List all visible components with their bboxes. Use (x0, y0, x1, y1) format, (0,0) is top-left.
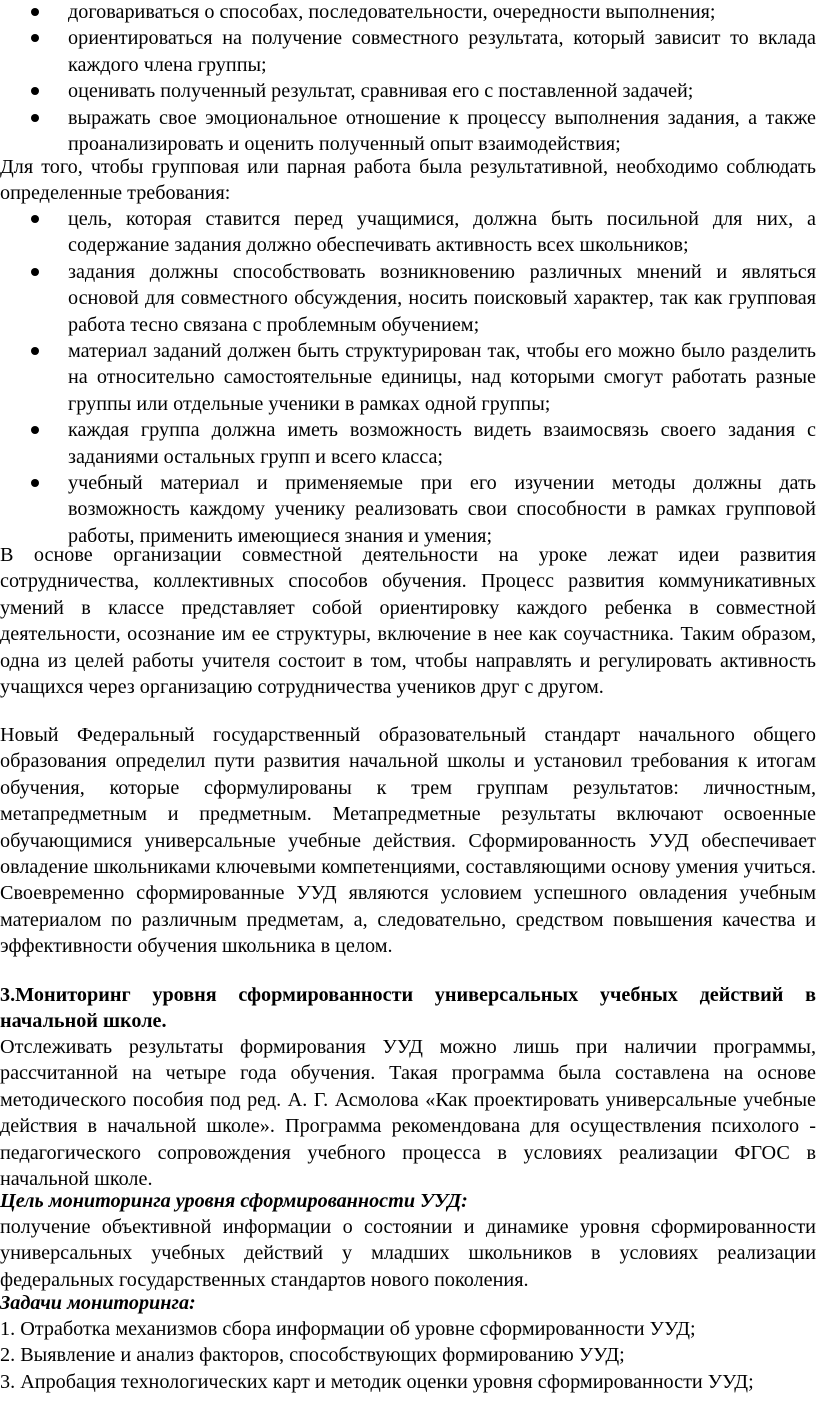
list-item-text: каждая группа должна иметь возможность видеть взаимосвязь своего задания с заданиями остальных групп и всего класса; (68, 419, 816, 468)
bullet-icon (31, 268, 39, 276)
list-item (0, 338, 816, 417)
monitoring-section (0, 1034, 816, 1192)
bullet-icon (31, 8, 39, 16)
paragraph: получение объективной информации о состоянии и динамике уровня сформированности универсальных учебных действий у младших школьников в условиях реализации федеральных государственных стандартов нового поколения. (0, 1216, 816, 1291)
goal-heading: Цель мониторинга уровня сформированности УУД: (0, 1190, 468, 1212)
bullet-icon (31, 215, 39, 223)
paragraph: В основе организации совместной деятельности на уроке лежат идеи развития сотрудничества, коллективных способов обучения. Процесс развития коммуникативных умений в классе представляет собой ориентировку каждого ребенка в совместной деятельности, осознание им ее структуры, включение в нее как соучастника. Таким образом, одна из целей работы учителя состоит в том, чтобы направлять и регулировать активность учащихся через организацию сотрудничества учеников друг с другом. (0, 544, 816, 699)
list-item: 3. Апробация технологических карт и методик оценки уровня сформированности УУД; (0, 1370, 754, 1393)
list-item (0, 259, 816, 338)
list-item-text: ориентироваться на получение совместного результата, который зависит то вклада каждого члена группы; (68, 27, 816, 76)
bullet-list-interaction-skills (0, 0, 816, 157)
bullet-icon (31, 114, 39, 122)
list-item-text: выражать свое эмоциональное отношение к процессу выполнения задания, а также проанализировать и оценить полученный опыт взаимодействия; (68, 106, 816, 156)
paragraph: Отслеживать результаты формирования УУД можно лишь при наличии программы, рассчитанной на четыре года обучения. Такая программа была составлена на основе методического пособия под ред. А. Г. Асмолова «Как проектировать универсальные учебные действия в начальной школе». Программа рекомендована для осуществления психолого - педагогического сопровождения учебного процесса в условиях реализации ФГОС в начальной школе. (0, 1036, 816, 1191)
bullet-list-requirements (0, 206, 816, 549)
requirements-intro (0, 154, 816, 207)
standard-section (0, 722, 816, 960)
bullet-icon (31, 34, 39, 42)
goal-section (0, 1214, 816, 1293)
section-heading: 3.Мониторинг уровня сформированности универсальных учебных действий в начальной школе. (0, 984, 816, 1033)
list-item: 2. Выявление и анализ факторов, способствующих формированию УУД; (0, 1344, 625, 1367)
bullet-icon (31, 347, 39, 355)
tasks-heading: Задачи мониторинга: (0, 1292, 196, 1314)
goal-heading-block (0, 1188, 816, 1214)
list-item (0, 78, 816, 104)
list-item (0, 470, 816, 549)
bullet-icon (31, 87, 39, 95)
list-item-text: оценивать полученный результат, сравнивая его с поставленной задачей; (68, 80, 694, 103)
list-item-text: материал заданий должен быть структурирован так, чтобы его можно было разделить на относительно самостоятельные единицы, над которыми смогут работать разные группы или отдельные ученики в рамках одной группы; (68, 340, 816, 415)
tasks-list (0, 1316, 816, 1395)
list-item (0, 25, 816, 78)
list-item (0, 0, 816, 25)
list-item (0, 105, 816, 158)
tasks-heading-block (0, 1290, 816, 1316)
paragraph: Для того, чтобы групповая или парная работа была результативной, необходимо соблюдать определенные требования: (0, 156, 816, 205)
bullet-icon (31, 479, 39, 487)
paragraph: Новый Федеральный государственный образовательный стандарт начального общего образования определил пути развития начальной школы и установил требования к итогам обучения, которые сформулированы к трем группам результатов: личностным, метапредметным и предметным. Метапредметные результаты включают освоенные обучающимися универсальные учебные действия. Сформированность УУД обеспечивает овладение школьниками ключевыми компетенциями, составляющими основу умения учиться. Своевременно сформированные УУД являются условием успешного овладения учебным материалом по различным предметам, а, следовательно, средством повышения качества и эффективности обучения школьника в целом. (0, 724, 816, 958)
list-item (0, 206, 816, 259)
list-item-text: договариваться о способах, последовательности, очередности выполнения; (68, 1, 716, 23)
list-item-text: задания должны способствовать возникновению различных мнений и являться основой для совместного обсуждения, носить поисковый характер, так как групповая работа тесно связана с проблемным обучением; (68, 260, 816, 336)
list-item-text: учебный материал и применяемые при его изучении методы должны дать возможность каждому ученику реализовать свои способности в рамках групповой работы, применить имеющиеся знания и умения; (68, 472, 816, 547)
bullet-icon (31, 426, 39, 434)
list-item (0, 417, 816, 470)
list-item-text: цель, которая ставится перед учащимися, должна быть посильной для них, а содержание задания должно обеспечивать активность всех школьников; (68, 208, 816, 257)
cooperation-section (0, 542, 816, 700)
list-item: 1. Отработка механизмов сбора информации об уровне сформированности УУД; (0, 1318, 696, 1340)
section-heading-block (0, 982, 816, 1035)
